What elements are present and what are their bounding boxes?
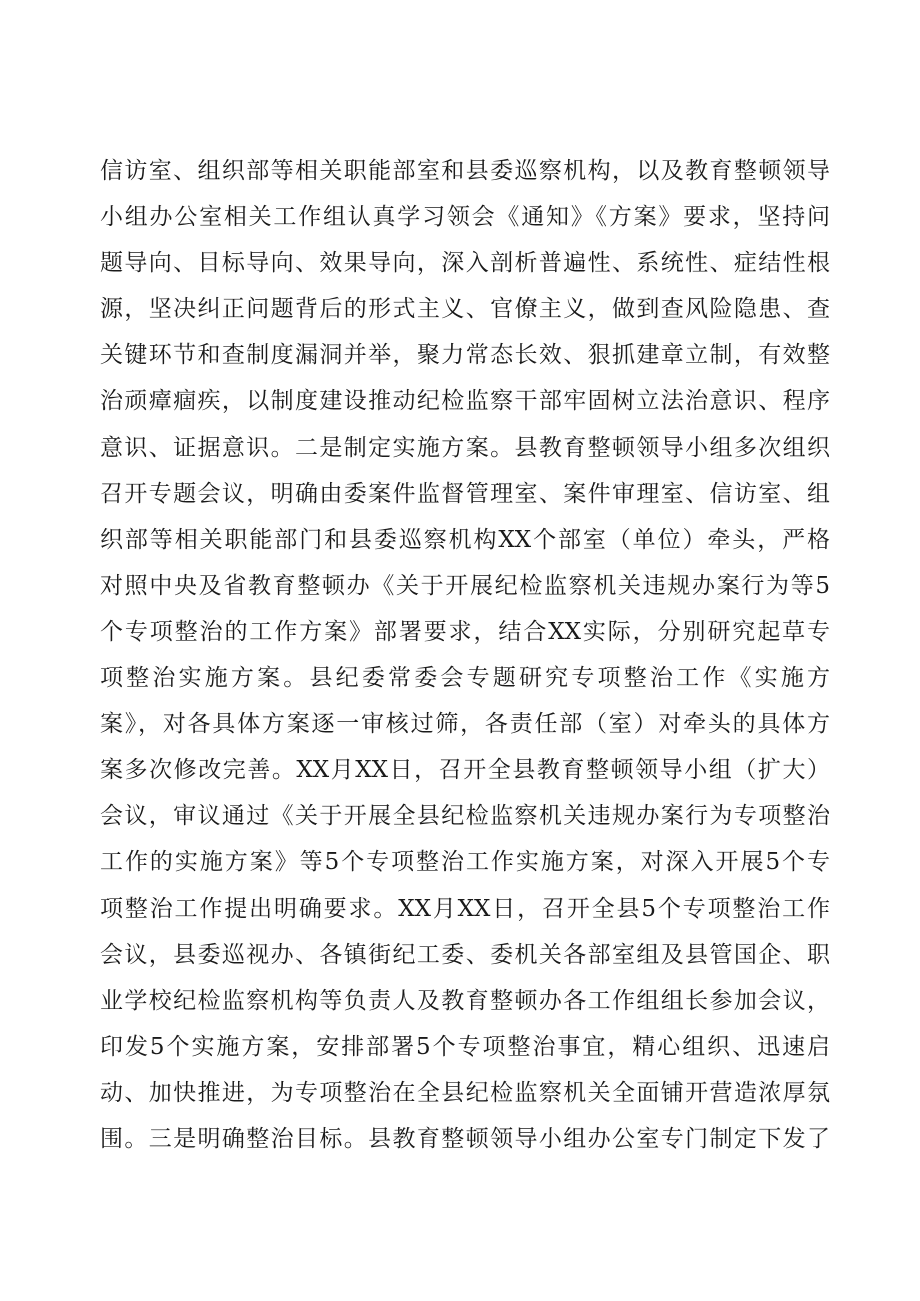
text-line-3: 题导向、目标导向、效果导向，深入剖析普遍性、系统性、症结性根 (100, 250, 830, 277)
text-line-20: 印发5个实施方案，安排部署5个专项整治事宜，精心组织、迅速启 (100, 1033, 830, 1060)
text-line-19: 业学校纪检监察机构等负责人及教育整顿办各工作组组长参加会议， (100, 987, 830, 1014)
text-line-8: 召开专题会议，明确由委案件监督管理室、案件审理室、信访室、组 (100, 480, 830, 507)
text-line-12: 项整治实施方案。县纪委常委会专题研究专项整治工作《实施方 (100, 665, 830, 692)
body-paragraph (100, 148, 830, 1162)
text-line-2: 小组办公室相关工作组认真学习领会《通知》《方案》要求，坚持问 (100, 204, 830, 231)
text-line-21: 动、加快推进，为专项整治在全县纪检监察机关全面铺开营造浓厚氛 (100, 1079, 830, 1106)
text-line-6: 治顽瘴痼疾，以制度建设推动纪检监察干部牢固树立法治意识、程序 (100, 388, 830, 415)
text-line-10: 对照中央及省教育整顿办《关于开展纪检监察机关违规办案行为等5 (100, 572, 830, 599)
text-line-5: 关键环节和查制度漏洞并举，聚力常态长效、狠抓建章立制，有效整 (100, 342, 830, 369)
text-line-14: 案多次修改完善。XX月XX日，召开全县教育整顿领导小组（扩大） (100, 757, 830, 784)
text-line-18: 会议，县委巡视办、各镇街纪工委、委机关各部室组及县管国企、职 (100, 941, 830, 968)
text-line-7: 意识、证据意识。二是制定实施方案。县教育整顿领导小组多次组织 (100, 434, 830, 461)
text-line-4: 源，坚决纠正问题背后的形式主义、官僚主义，做到查风险隐患、查 (100, 296, 830, 323)
text-line-13: 案》，对各具体方案逐一审核过筛，各责任部（室）对牵头的具体方 (100, 711, 830, 738)
text-line-16: 工作的实施方案》等5个专项整治工作实施方案，对深入开展5个专 (100, 849, 830, 876)
text-line-15: 会议，审议通过《关于开展全县纪检监察机关违规办案行为专项整治 (100, 803, 830, 830)
text-line-17: 项整治工作提出明确要求。XX月XX日，召开全县5个专项整治工作 (100, 895, 830, 922)
text-line-22: 围。三是明确整治目标。县教育整顿领导小组办公室专门制定下发了 (100, 1125, 830, 1152)
text-line-1: 信访室、组织部等相关职能部室和县委巡察机构，以及教育整顿领导 (100, 158, 830, 184)
text-line-11: 个专项整治的工作方案》部署要求，结合XX实际，分别研究起草专 (100, 618, 830, 645)
text-line-9: 织部等相关职能部门和县委巡察机构XX个部室（单位）牵头，严格 (100, 526, 830, 553)
